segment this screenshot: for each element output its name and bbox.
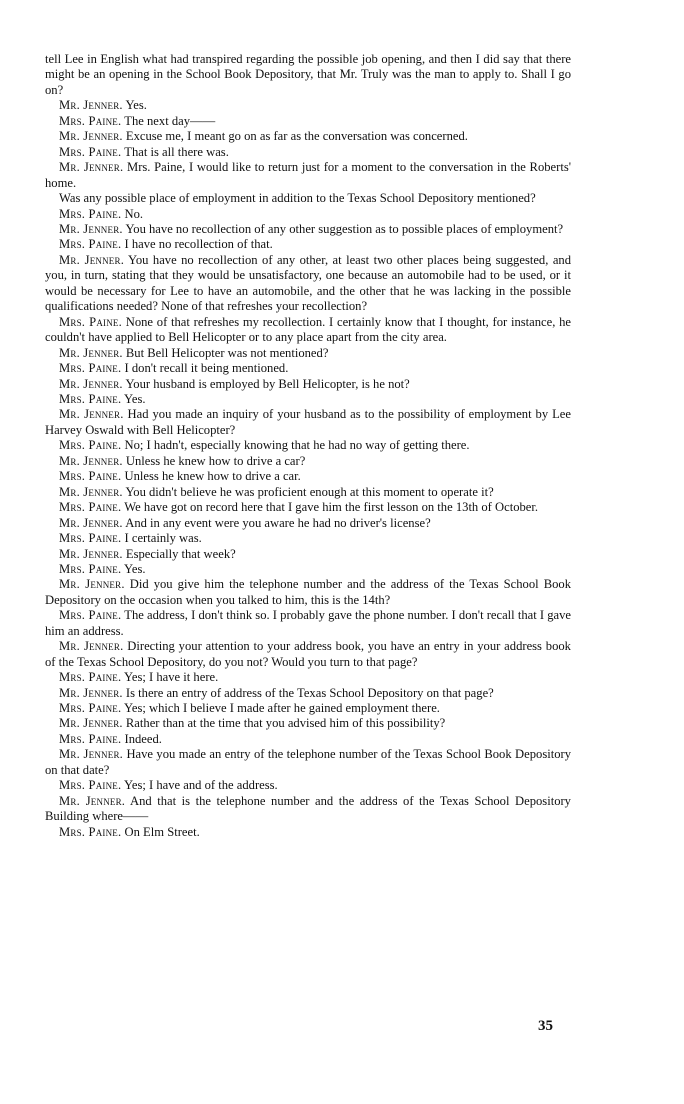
speaker-label: Mr. Jenner. <box>59 453 123 468</box>
dialogue-line <box>45 716 571 731</box>
dialogue-line <box>45 701 571 716</box>
dialogue-text: Rather than at the time that you advised him of this possibility? <box>125 716 446 731</box>
dialogue-text: Especially that week? <box>125 546 236 561</box>
dialogue-text: You have no recollection of any other suggestion as to possible places of employment? <box>125 221 564 236</box>
dialogue-line <box>45 825 571 840</box>
speaker-label: Mr. Jenner. <box>59 98 123 113</box>
dialogue-line <box>45 160 571 191</box>
dialogue-text: Indeed. <box>124 731 162 746</box>
speaker-label: Mrs. Paine. <box>59 361 122 376</box>
speaker-label: Mrs. Paine. <box>59 237 122 252</box>
dialogue-text: Did you give him the telephone number and the address of the Texas School Book Depository on the occasion when you talked to him, this is the 14th? <box>45 577 571 607</box>
dialogue-text: I have no recollection of that. <box>124 237 273 252</box>
dialogue-line <box>45 129 571 144</box>
dialogue-line <box>45 686 571 701</box>
speaker-label: Mr. Jenner. <box>59 515 123 530</box>
dialogue-text: Have you made an entry of the telephone number of the Texas School Book Depository on that date? <box>45 747 572 777</box>
dialogue-text: Yes; I have and of the address. <box>124 778 278 793</box>
speaker-label: Mr. Jenner. <box>59 252 125 267</box>
dialogue-line <box>45 207 571 222</box>
dialogue-line <box>45 361 571 376</box>
dialogue-text: Was any possible place of employment in addition to the Texas School Depository mentioned? <box>59 191 536 206</box>
dialogue-line <box>45 562 571 577</box>
page-number: 35 <box>538 1018 553 1034</box>
dialogue-text: The next day—— <box>124 113 216 128</box>
dialogue-text: Had you made an inquiry of your husband as to the possibility of employment by Lee Harvey Oswald with Bell Helicopter? <box>45 407 571 437</box>
speaker-label: Mr. Jenner. <box>59 221 123 236</box>
dialogue-line <box>45 531 571 546</box>
speaker-label: Mrs. Paine. <box>59 438 122 453</box>
dialogue-text: Unless he knew how to drive a car. <box>124 469 301 484</box>
dialogue-text: None of that refreshes my recollection. I certainly know that I thought, for instance, he couldn't have applied to Bell Helicopter or to any place apart from the city area. <box>45 314 571 345</box>
speaker-label: Mr. Jenner. <box>59 546 123 561</box>
speaker-label: Mrs. Paine. <box>59 778 122 793</box>
speaker-label: Mrs. Paine. <box>59 561 122 576</box>
dialogue-line <box>45 547 571 562</box>
dialogue-line <box>45 237 571 252</box>
dialogue-line <box>45 145 571 160</box>
dialogue-line <box>45 438 571 453</box>
dialogue-text: But Bell Helicopter was not mentioned? <box>125 345 329 360</box>
speaker-label: Mrs. Paine. <box>59 144 122 159</box>
dialogue-text: Your husband is employed by Bell Helicopter, is he not? <box>125 376 410 391</box>
dialogue-text: Is there an entry of address of the Texas School Depository on that page? <box>125 685 494 700</box>
speaker-label: Mrs. Paine. <box>59 701 122 716</box>
dialogue-text: Yes; which I believe I made after he gained employment there. <box>124 701 440 716</box>
dialogue-text: Directing your attention to your address book, you have an entry in your address book of the Texas School Depository, do you not? Would you turn to that page? <box>45 639 571 669</box>
speaker-label: Mrs. Paine. <box>59 314 122 329</box>
dialogue-line <box>45 500 571 515</box>
dialogue-text: You didn't believe he was proficient enough at this moment to operate it? <box>125 484 494 499</box>
dialogue-line <box>45 670 571 685</box>
dialogue-line <box>45 98 571 113</box>
dialogue-line <box>45 407 571 438</box>
dialogue-text: And that is the telephone number and the address of the Texas School Depository Building where—— <box>45 793 571 824</box>
speaker-label: Mr. Jenner. <box>59 407 124 422</box>
dialogue-line <box>45 516 571 531</box>
speaker-label: Mrs. Paine. <box>59 731 122 746</box>
dialogue-text: Unless he knew how to drive a car? <box>125 453 306 468</box>
dialogue-text: I don't recall it being mentioned. <box>124 361 289 376</box>
dialogue-line <box>45 346 571 361</box>
dialogue-text: No; I hadn't, especially knowing that he had no way of getting there. <box>124 438 470 453</box>
dialogue-line <box>45 377 571 392</box>
dialogue-line <box>45 608 571 639</box>
dialogue-text: The address, I don't think so. I probably gave the phone number. I don't recall that I gave him an address. <box>45 608 572 638</box>
dialogue-text: And in any event were you aware he had no driver's license? <box>125 515 431 530</box>
dialogue-text: Yes. <box>124 391 146 406</box>
speaker-label: Mr. Jenner. <box>59 793 126 808</box>
speaker-label: Mrs. Paine. <box>59 608 122 623</box>
dialogue-line <box>45 114 571 129</box>
speaker-label: Mrs. Paine. <box>59 531 122 546</box>
dialogue-line <box>45 485 571 500</box>
dialogue-line <box>45 639 571 670</box>
dialogue-text: No. <box>124 206 144 221</box>
speaker-label: Mrs. Paine. <box>59 500 122 515</box>
dialogue-line <box>45 222 571 237</box>
dialogue-text: That is all there was. <box>124 144 229 159</box>
dialogue-line <box>45 315 571 346</box>
dialogue-text: I certainly was. <box>124 531 202 546</box>
dialogue-line <box>45 253 571 315</box>
speaker-label: Mr. Jenner. <box>59 484 123 499</box>
speaker-label: Mr. Jenner. <box>59 129 123 144</box>
speaker-label: Mr. Jenner. <box>59 747 124 762</box>
dialogue-line <box>45 732 571 747</box>
speaker-label: Mrs. Paine. <box>59 391 122 406</box>
dialogue-text: Yes. <box>124 561 146 576</box>
dialogue-text: Yes. <box>125 98 147 113</box>
dialogue-line <box>45 454 571 469</box>
speaker-label: Mrs. Paine. <box>59 824 122 839</box>
speaker-label: Mr. Jenner. <box>59 376 123 391</box>
dialogue-line <box>45 794 571 825</box>
speaker-label: Mrs. Paine. <box>59 206 122 221</box>
dialogue-text: Yes; I have it here. <box>124 670 219 685</box>
dialogue-line <box>45 577 571 608</box>
dialogue-line <box>45 778 571 793</box>
dialogue-text: Excuse me, I meant go on as far as the conversation was concerned. <box>125 129 468 144</box>
speaker-label: Mr. Jenner. <box>59 639 124 654</box>
dialogue-line <box>45 191 571 206</box>
dialogue-text: On Elm Street. <box>124 824 200 839</box>
dialogue-text: We have got on record here that I gave him the first lesson on the 13th of October. <box>124 500 539 515</box>
dialogue-line <box>45 392 571 407</box>
dialogue-text: You have no recollection of any other, at least two other places being suggested, and you, in turn, stating that they would be unsatisfactory, one because an automobile had to be used, or it would be necessary for Lee to have an automobile, and the other that he was lacking in the possible qualifications needed? None of that refreshes your recollection? <box>45 252 572 314</box>
dialogue-list <box>45 98 571 840</box>
speaker-label: Mr. Jenner. <box>59 345 123 360</box>
speaker-label: Mr. Jenner. <box>59 685 123 700</box>
speaker-label: Mr. Jenner. <box>59 160 124 175</box>
dialogue-line <box>45 747 571 778</box>
speaker-label: Mr. Jenner. <box>59 716 123 731</box>
speaker-label: Mrs. Paine. <box>59 670 122 685</box>
transcript-page <box>45 52 571 840</box>
dialogue-text: Mrs. Paine, I would like to return just for a moment to the conversation in the Roberts' home. <box>45 160 571 190</box>
speaker-label: Mrs. Paine. <box>59 469 122 484</box>
dialogue-line <box>45 469 571 484</box>
speaker-label: Mrs. Paine. <box>59 113 122 128</box>
opening-paragraph: tell Lee in English what had transpired regarding the possible job opening, and then I did say that there might be an opening in the School Book Depository, that Mr. Truly was the man to apply to. Shall I go on? <box>45 52 571 97</box>
speaker-label: Mr. Jenner. <box>59 577 125 592</box>
